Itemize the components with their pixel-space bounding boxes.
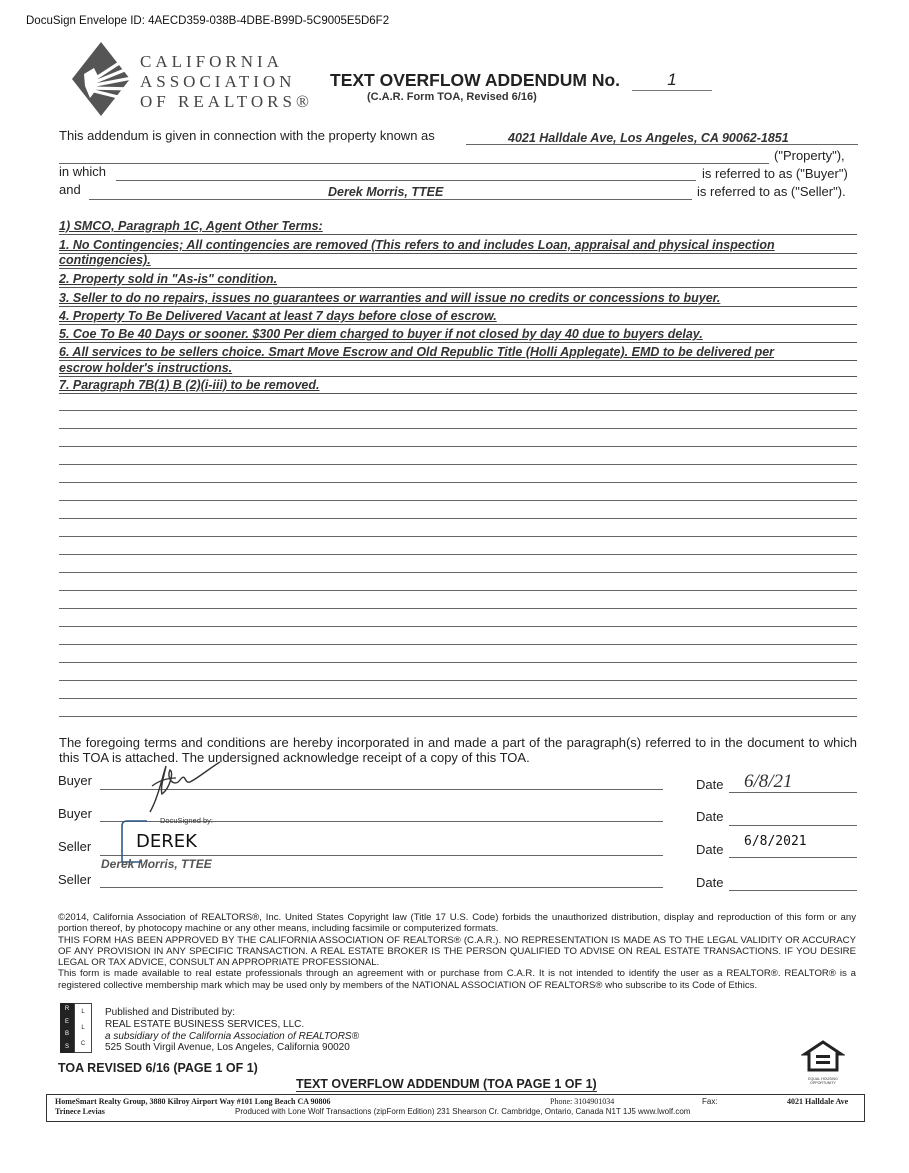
footer-phone: Phone: 3104901034	[550, 1097, 615, 1106]
car-wordmark	[140, 52, 313, 112]
term-line: 2. Property sold in "As-is" condition.	[59, 271, 857, 288]
seller-2-signature-field[interactable]	[100, 872, 663, 888]
logo-line-3: OF REALTORS®	[140, 92, 313, 111]
form-title: TEXT OVERFLOW ADDENDUM No.	[330, 70, 621, 90]
property-address: 4021 Halldale Ave, Los Angeles, CA 90062-1851	[508, 131, 789, 145]
footer-produced-with: Produced with Lone Wolf Transactions (zipForm Edition) 231 Shearson Cr. Cambridge, Ontario, Canada N1T 1J5 www.lwolf.com	[235, 1107, 691, 1116]
publisher-line-3: a subsidiary of the California Association of REALTORS®	[105, 1030, 359, 1042]
blank-line[interactable]	[59, 412, 857, 429]
term-line: 6. All services to be sellers choice. Smart Move Escrow and Old Republic Title (Holli Applegate). EMD to be delivered per	[59, 344, 857, 361]
seller-printed-name: Derek Morris, TTEE	[101, 857, 212, 871]
term-line: 1) SMCO, Paragraph 1C, Agent Other Terms:	[59, 218, 857, 235]
blank-line[interactable]	[59, 682, 857, 699]
buyer-1-label: Buyer	[58, 773, 92, 788]
reb-letter: R	[64, 1006, 70, 1013]
logo-line-2: ASSOCIATION	[140, 72, 296, 91]
seller-name: Derek Morris, TTEE	[328, 185, 444, 199]
term-line: 4. Property To Be Delivered Vacant at least 7 days before close of escrow.	[59, 308, 857, 325]
publisher-info	[105, 1007, 359, 1054]
date-2-field[interactable]	[729, 810, 857, 826]
equal-housing-label: EQUAL HOUSING OPPORTUNITY	[808, 1077, 838, 1085]
car-logo-icon	[70, 40, 132, 118]
llc-letter: L	[81, 1009, 85, 1015]
date-4-label: Date	[696, 875, 724, 890]
copyright-p2: THIS FORM HAS BEEN APPROVED BY THE CALIFORNIA ASSOCIATION OF REALTORS® (C.A.R.). NO REPRESENTATION IS MADE AS TO THE LEGAL VALIDITY OR ACCURACY OF ANY PROVISION IN ANY SPECIFIC TRANSACTION. A REAL ESTATE BROKER IS THE PERSON QUALIFIED TO ADVISE ON REAL ESTATE TRANSACTIONS. IF YOU DESIRE LEGAL OR TAX ADVICE, CONSULT AN APPROPRIATE PROFESSIONAL.	[58, 934, 856, 969]
copyright-p3: This form is made available to real estate professionals through an agreement with or purchase from C.A.R. It is not intended to identify the user as a REALTOR®. REALTOR® is a registered collective membership mark which may be used only by members of the NATIONAL ASSOCIATION OF REALTORS® who subscribe to its Code of Ethics.	[58, 968, 856, 991]
blank-line[interactable]	[59, 430, 857, 447]
logo-line-1: CALIFORNIA	[140, 52, 283, 71]
blank-line[interactable]	[59, 574, 857, 591]
buyer-name-field[interactable]	[116, 165, 696, 181]
blank-line[interactable]	[59, 628, 857, 645]
buyer-suffix: is referred to as ("Buyer")	[702, 166, 848, 181]
publisher-line-4: 525 South Virgil Avenue, Los Angeles, California 90020	[105, 1042, 350, 1054]
date-3-value: 6/8/2021	[744, 834, 807, 849]
term-line: 5. Coe To Be 40 Days or sooner. $300 Per diem charged to buyer if not closed by day 40 due to buyers delay.	[59, 326, 857, 343]
term-line: 3. Seller to do no repairs, issues no guarantees or warranties and will issue no credits or concessions to buyer.	[59, 290, 857, 307]
docusigned-by-label: DocuSigned by:	[160, 816, 213, 825]
blank-line[interactable]	[59, 484, 857, 501]
foregoing-paragraph: The foregoing terms and conditions are hereby incorporated in and made a part of the paragraph(s) referred to in the document to which this TOA is attached. The undersigned acknowledge receipt of a copy of this TOA.	[59, 735, 857, 765]
seller-docusign-signature: DEREK	[136, 831, 197, 852]
blank-line[interactable]	[59, 394, 857, 411]
term-line: contingencies).	[59, 252, 857, 269]
blank-line[interactable]	[59, 466, 857, 483]
blank-line[interactable]	[59, 664, 857, 681]
reb-letter: S	[64, 1043, 69, 1050]
rebs-column	[60, 1003, 74, 1053]
addendum-number[interactable]: 1	[632, 70, 712, 91]
property-field-line-2[interactable]	[59, 148, 769, 164]
intro-text: This addendum is given in connection with the property known as	[59, 128, 435, 143]
docusign-envelope-id: DocuSign Envelope ID: 4AECD359-038B-4DBE-B99D-5C9005E5D6F2	[26, 15, 390, 27]
property-suffix: ("Property"),	[774, 148, 845, 163]
llc-letter: C	[80, 1041, 86, 1047]
footer-title: TEXT OVERFLOW ADDENDUM (TOA PAGE 1 OF 1)	[296, 1077, 597, 1091]
term-line: escrow holder's instructions.	[59, 360, 857, 377]
publisher-line-2: REAL ESTATE BUSINESS SERVICES, LLC.	[105, 1018, 305, 1030]
and-label: and	[59, 182, 81, 197]
footer-box	[46, 1094, 865, 1122]
footer-brokerage: HomeSmart Realty Group, 3880 Kilroy Airport Way #101 Long Beach CA 90806	[55, 1097, 331, 1106]
term-line: 7. Paragraph 7B(1) B (2)(i-iii) to be removed.	[59, 377, 857, 394]
copyright-notice	[58, 912, 856, 991]
in-which-label: in which	[59, 164, 106, 179]
date-2-label: Date	[696, 809, 724, 824]
form-revision: TOA REVISED 6/16 (PAGE 1 OF 1)	[58, 1061, 258, 1075]
date-4-field[interactable]	[729, 876, 857, 891]
blank-line[interactable]	[59, 592, 857, 609]
blank-line[interactable]	[59, 700, 857, 717]
rebs-llc-logo	[60, 1003, 92, 1053]
date-1-label: Date	[696, 777, 724, 792]
buyer-2-label: Buyer	[58, 806, 92, 821]
footer-fax: Fax:	[702, 1097, 718, 1106]
blank-line[interactable]	[59, 538, 857, 555]
blank-line[interactable]	[59, 556, 857, 573]
reb-letter: B	[64, 1031, 69, 1038]
equal-housing-icon	[801, 1040, 845, 1072]
footer-property: 4021 Halldale Ave	[787, 1097, 849, 1106]
blank-line[interactable]	[59, 502, 857, 519]
llc-column	[74, 1003, 92, 1053]
equal-housing-logo	[801, 1040, 845, 1085]
copyright-p1: ©2014, California Association of REALTORS®, Inc. United States Copyright law (Title 17 U.S. Code) forbids the unauthorized distribution, display and reproduction of this form or any portion thereof, by photocopy machine or any other means, including facsimile or computerized formats.	[58, 912, 856, 935]
blank-line[interactable]	[59, 520, 857, 537]
term-line: 1. No Contingencies; All contingencies are removed (This refers to and includes Loan, appraisal and physical inspection	[59, 237, 857, 254]
seller-1-label: Seller	[58, 839, 92, 854]
date-1-value: 6/8/21	[744, 771, 793, 792]
blank-line[interactable]	[59, 448, 857, 465]
reb-letter: E	[64, 1018, 69, 1025]
blank-line[interactable]	[59, 646, 857, 663]
footer-agent: Trinece Levias	[55, 1107, 105, 1116]
form-subtitle: (C.A.R. Form TOA, Revised 6/16)	[367, 91, 537, 103]
publisher-line-1: Published and Distributed by:	[105, 1007, 236, 1018]
seller-2-label: Seller	[58, 872, 92, 887]
blank-line[interactable]	[59, 610, 857, 627]
date-3-label: Date	[696, 842, 724, 857]
llc-letter: L	[81, 1025, 85, 1031]
seller-suffix: is referred to as ("Seller").	[697, 184, 846, 199]
